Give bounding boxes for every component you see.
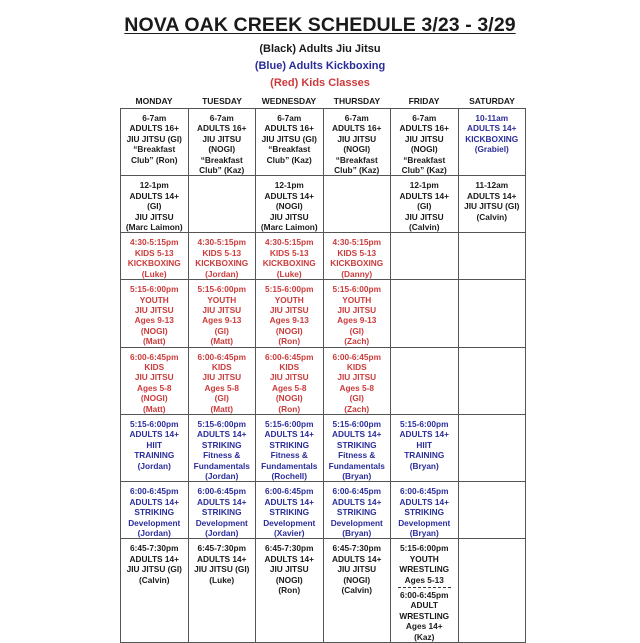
- class-text-line: (NOGI): [140, 393, 168, 404]
- class-text-line: JIU JITSU (GI): [126, 564, 182, 575]
- class-text-line: (GI): [349, 393, 364, 404]
- class-text-line: 4:30-5:15pm: [265, 237, 314, 248]
- class-cell-saturday: [458, 539, 526, 643]
- class-text-line: 5:15-6:00pm: [130, 418, 179, 429]
- class-text-line: KIDS: [279, 361, 300, 372]
- class-cell-monday: [121, 539, 189, 643]
- class-text-line: 10-11am: [475, 113, 509, 123]
- legend-adults-kickboxing: (Blue) Adults Kickboxing: [254, 60, 386, 72]
- class-text-line: KIDS 5-13: [134, 247, 174, 258]
- class-text-line: ADULTS 16+: [399, 123, 449, 134]
- class-text-line: YOUTH: [207, 294, 237, 305]
- schedule-row: [121, 280, 526, 347]
- class-text-line: Ages 5-13: [404, 574, 444, 585]
- class-cell-friday: [391, 176, 459, 233]
- schedule-row: [121, 233, 526, 280]
- schedule-table: [120, 108, 526, 643]
- class-cell-saturday: [458, 482, 526, 539]
- class-text-line: 5:15-6:00pm: [197, 284, 246, 295]
- class-text-line: KICKBOXING: [262, 258, 316, 269]
- class-text-line: ADULTS 14+: [129, 190, 179, 201]
- class-text-line: 5:15-6:00pm: [400, 418, 449, 429]
- class-text-line: Club” (Kaz): [266, 154, 312, 165]
- class-text-line: 6-7am: [277, 113, 302, 123]
- class-text-line: JIU JITSU: [337, 372, 377, 383]
- class-cell-friday: [391, 482, 459, 539]
- class-text-line: KIDS: [346, 361, 367, 372]
- class-text-line: HIIT: [416, 439, 433, 450]
- class-cell-saturday: [458, 414, 526, 481]
- class-cell-thursday: [323, 414, 391, 481]
- class-cell-wednesday: [256, 233, 324, 280]
- day-header-saturday: SATURDAY: [469, 96, 515, 106]
- class-text-line: “Breakfast: [403, 154, 446, 165]
- class-text-line: 5:15-6:00pm: [197, 418, 246, 429]
- class-text-line: (Ron): [278, 585, 301, 596]
- class-text-line: JIU JITSU (GI): [261, 133, 317, 144]
- class-text-line: (Marc Laimon): [260, 222, 318, 233]
- class-text-line: (GI): [349, 325, 364, 336]
- class-text-line: Development: [398, 517, 451, 528]
- class-text-line: YOUTH: [409, 553, 439, 564]
- class-text-line: JIU JITSU: [269, 304, 309, 315]
- class-text-line: (Matt): [142, 336, 166, 347]
- class-text-line: (Jordan): [205, 471, 239, 481]
- class-text-line: (Kaz): [414, 631, 435, 642]
- class-cell-tuesday: [188, 109, 256, 176]
- class-text-line: 12-1pm: [274, 180, 304, 191]
- class-text-line: 6:45-7:30pm: [197, 543, 246, 554]
- class-text-line: (Luke): [141, 268, 167, 279]
- class-text-line: ADULTS 14+: [467, 190, 517, 201]
- class-text-line: KIDS 5-13: [202, 247, 242, 258]
- class-cell-wednesday: [256, 109, 324, 176]
- class-text-line: 5:15-6:00pm: [400, 543, 449, 554]
- class-text-line: 4:30-5:15pm: [130, 237, 179, 248]
- class-text-line: Development: [263, 517, 316, 528]
- schedule-row: [121, 347, 526, 414]
- class-text-line: Fundamentals: [328, 460, 385, 471]
- class-text-line: 4:30-5:15pm: [332, 237, 381, 248]
- class-text-line: KIDS 5-13: [337, 247, 377, 258]
- class-text-line: ADULTS 16+: [197, 123, 247, 134]
- class-text-line: ADULTS 14+: [129, 553, 179, 564]
- class-cell-wednesday: [256, 280, 324, 347]
- class-cell-wednesday: [256, 414, 324, 481]
- class-text-line: ADULTS 14+: [399, 496, 449, 507]
- class-text-line: KIDS 5-13: [269, 247, 309, 258]
- class-cell-thursday: [323, 109, 391, 176]
- schedule-row: [121, 109, 526, 176]
- class-text-line: (Luke): [209, 574, 235, 585]
- class-text-line: JIU JITSU: [269, 211, 309, 222]
- class-text-line: Development: [195, 517, 248, 528]
- class-text-line: Fitness &: [270, 450, 308, 461]
- class-text-line: KICKBOXING: [465, 133, 519, 144]
- class-text-line: KICKBOXING: [127, 258, 181, 269]
- class-cell-saturday: [458, 347, 526, 414]
- schedule-title: NOVA OAK CREEK SCHEDULE 3/23 - 3/29: [124, 14, 516, 36]
- class-text-line: ADULT: [410, 600, 438, 611]
- class-text-line: KIDS: [144, 361, 165, 372]
- class-text-line: Fitness &: [338, 450, 376, 461]
- class-text-line: 12-1pm: [409, 180, 439, 191]
- class-text-line: (Matt): [210, 336, 234, 347]
- class-cell-thursday: [323, 233, 391, 280]
- class-text-line: 6:00-6:45pm: [332, 486, 381, 497]
- class-cell-tuesday: [188, 280, 256, 347]
- class-text-line: (Calvin): [409, 222, 440, 233]
- class-cell-thursday: [323, 539, 391, 643]
- class-text-line: 6-7am: [209, 113, 234, 123]
- class-text-line: (Bryan): [342, 471, 372, 481]
- class-text-line: KICKBOXING: [195, 258, 249, 269]
- class-cell-monday: [121, 233, 189, 280]
- class-text-line: YOUTH: [342, 294, 372, 305]
- class-text-line: 6:00-6:45pm: [332, 351, 381, 362]
- class-cell-friday: [391, 414, 459, 481]
- class-cell-tuesday: [188, 347, 256, 414]
- day-header-tuesday: TUESDAY: [202, 96, 242, 106]
- class-text-line: ADULTS 14+: [332, 553, 382, 564]
- day-header-thursday: THURSDAY: [333, 96, 381, 106]
- class-text-line: (Marc Laimon): [125, 222, 183, 233]
- class-text-line: (NOGI): [343, 144, 371, 155]
- class-text-line: YOUTH: [139, 294, 169, 305]
- class-text-line: WRESTLING: [399, 610, 450, 621]
- class-text-line: ADULTS 14+: [332, 496, 382, 507]
- class-text-line: ADULTS 16+: [129, 123, 179, 134]
- class-text-line: KIDS: [211, 361, 232, 372]
- class-cell-saturday: [458, 176, 526, 233]
- class-text-line: (Luke): [276, 268, 302, 279]
- class-text-line: 4:30-5:15pm: [197, 237, 246, 248]
- class-text-line: ADULTS 14+: [264, 429, 314, 440]
- class-text-line: 5:15-6:00pm: [265, 418, 314, 429]
- class-text-line: (NOGI): [343, 574, 371, 585]
- class-text-line: JIU JITSU: [202, 372, 242, 383]
- class-text-line: JIU JITSU: [134, 372, 174, 383]
- class-cell-wednesday: [256, 482, 324, 539]
- class-text-line: JIU JITSU: [134, 304, 174, 315]
- class-text-line: STRIKING: [134, 507, 175, 518]
- class-cell-monday: [121, 176, 189, 233]
- class-text-line: Ages 9-13: [134, 315, 174, 326]
- class-text-line: (GI): [214, 325, 229, 336]
- class-text-line: 6:00-6:45pm: [400, 590, 449, 601]
- class-text-line: JIU JITSU: [202, 133, 242, 144]
- class-cell-monday: [121, 482, 189, 539]
- class-text-line: Club” (Kaz): [199, 165, 245, 176]
- class-text-line: (Calvin): [139, 574, 170, 585]
- class-text-line: STRIKING: [269, 439, 310, 450]
- class-text-line: “Breakfast: [268, 144, 311, 155]
- class-text-line: STRIKING: [336, 439, 377, 450]
- class-text-line: 5:15-6:00pm: [332, 418, 381, 429]
- class-text-line: “Breakfast: [335, 154, 378, 165]
- class-text-line: Club” (Kaz): [334, 165, 380, 176]
- class-text-line: Ages 5-8: [136, 382, 172, 393]
- class-text-line: (Matt): [210, 403, 234, 414]
- class-text-line: JIU JITSU: [134, 211, 174, 222]
- class-text-line: JIU JITSU: [404, 133, 444, 144]
- class-text-line: Club” (Ron): [130, 154, 178, 165]
- class-text-line: 6:00-6:45pm: [130, 351, 179, 362]
- class-text-line: WRESTLING: [399, 564, 450, 575]
- class-text-line: ADULTS 14+: [264, 496, 314, 507]
- class-text-line: 5:15-6:00pm: [130, 284, 179, 295]
- class-text-line: (Jordan): [205, 528, 239, 539]
- class-text-line: Fundamentals: [261, 460, 318, 471]
- schedule-row: [121, 482, 526, 539]
- schedule-body: [121, 109, 526, 643]
- class-text-line: 11-12am: [475, 180, 509, 191]
- class-text-line: Ages 5-8: [339, 382, 375, 393]
- class-text-line: 12-1pm: [139, 180, 169, 191]
- schedule-row: [121, 539, 526, 643]
- class-cell-tuesday: [188, 176, 256, 233]
- class-cell-friday: [391, 109, 459, 176]
- class-text-line: 6-7am: [344, 113, 369, 123]
- class-cell-thursday: [323, 347, 391, 414]
- class-text-line: JIU JITSU (GI): [126, 133, 182, 144]
- class-text-line: Development: [330, 517, 383, 528]
- class-text-line: ADULTS 16+: [332, 123, 382, 134]
- schedule-row: [121, 414, 526, 481]
- class-text-line: JIU JITSU (GI): [464, 201, 520, 212]
- class-text-line: (Jordan): [205, 268, 239, 279]
- class-text-line: Club” (Kaz): [401, 165, 447, 176]
- class-text-line: (NOGI): [208, 144, 236, 155]
- class-text-line: JIU JITSU (GI): [194, 564, 250, 575]
- class-text-line: (Calvin): [476, 211, 507, 222]
- class-text-line: JIU JITSU: [337, 133, 377, 144]
- class-cell-monday: [121, 109, 189, 176]
- class-text-line: ADULTS 14+: [197, 429, 247, 440]
- class-cell-tuesday: [188, 539, 256, 643]
- class-cell-saturday: [458, 280, 526, 347]
- class-text-line: ADULTS 14+: [264, 553, 314, 564]
- class-text-line: Ages 5-8: [271, 382, 307, 393]
- class-text-line: (GI): [147, 201, 162, 212]
- class-text-line: 6:00-6:45pm: [197, 351, 246, 362]
- class-text-line: (Bryan): [409, 460, 439, 471]
- class-text-line: (Jordan): [137, 528, 171, 539]
- class-cell-thursday: [323, 176, 391, 233]
- class-text-line: 6-7am: [142, 113, 167, 123]
- class-text-line: Fundamentals: [193, 460, 250, 471]
- class-cell-friday: [391, 280, 459, 347]
- class-text-line: Ages 5-8: [204, 382, 240, 393]
- class-text-line: (Grabiel): [474, 144, 509, 155]
- day-header-friday: FRIDAY: [408, 96, 440, 106]
- class-text-line: ADULTS 14+: [129, 496, 179, 507]
- class-text-line: (Zach): [344, 336, 370, 347]
- class-cell-monday: [121, 347, 189, 414]
- class-text-line: ADULTS 14+: [467, 123, 517, 134]
- class-text-line: STRIKING: [404, 507, 445, 518]
- class-text-line: STRIKING: [201, 439, 242, 450]
- class-text-line: “Breakfast: [133, 144, 176, 155]
- class-text-line: 5:15-6:00pm: [265, 284, 314, 295]
- class-text-line: JIU JITSU: [404, 211, 444, 222]
- class-text-line: ADULTS 16+: [264, 123, 314, 134]
- class-text-line: 6:00-6:45pm: [197, 486, 246, 497]
- class-text-line: Ages 9-13: [269, 315, 309, 326]
- class-text-line: 6:00-6:45pm: [265, 486, 314, 497]
- class-text-line: JIU JITSU: [337, 304, 377, 315]
- class-text-line: ADULTS 14+: [197, 553, 247, 564]
- class-text-line: (Xavier): [274, 528, 305, 539]
- class-text-line: (NOGI): [275, 325, 303, 336]
- class-text-line: (NOGI): [275, 393, 303, 404]
- class-text-line: 5:15-6:00pm: [332, 284, 381, 295]
- class-text-line: JIU JITSU: [337, 564, 377, 575]
- class-text-line: JIU JITSU: [269, 372, 309, 383]
- cell-divider: [398, 587, 451, 588]
- class-text-line: (GI): [417, 201, 432, 212]
- class-text-line: (GI): [214, 393, 229, 404]
- class-text-line: STRIKING: [336, 507, 377, 518]
- class-text-line: (NOGI): [410, 144, 438, 155]
- class-text-line: (NOGI): [275, 574, 303, 585]
- class-text-line: (Ron): [278, 403, 301, 414]
- class-text-line: Ages 9-13: [202, 315, 242, 326]
- class-text-line: TRAINING: [134, 450, 175, 461]
- class-cell-tuesday: [188, 414, 256, 481]
- class-cell-tuesday: [188, 482, 256, 539]
- class-text-line: (Bryan): [409, 528, 439, 539]
- class-cell-monday: [121, 280, 189, 347]
- class-text-line: 6:45-7:30pm: [130, 543, 179, 554]
- class-text-line: (Danny): [341, 268, 373, 279]
- class-text-line: (Rochell): [271, 471, 307, 481]
- class-text-line: YOUTH: [274, 294, 304, 305]
- day-header-monday: MONDAY: [135, 96, 173, 106]
- class-text-line: Development: [128, 517, 181, 528]
- class-text-line: (Ron): [278, 336, 301, 347]
- class-text-line: ADULTS 14+: [264, 190, 314, 201]
- class-text-line: (Calvin): [341, 585, 372, 596]
- class-text-line: (NOGI): [140, 325, 168, 336]
- class-text-line: ADULTS 14+: [399, 429, 449, 440]
- schedule-row: [121, 176, 526, 233]
- class-text-line: (Zach): [344, 403, 370, 414]
- class-text-line: 6:00-6:45pm: [130, 486, 179, 497]
- class-cell-saturday: [458, 233, 526, 280]
- class-cell-wednesday: [256, 176, 324, 233]
- class-text-line: ADULTS 14+: [129, 429, 179, 440]
- class-cell-tuesday: [188, 233, 256, 280]
- class-cell-wednesday: [256, 347, 324, 414]
- class-text-line: 6:00-6:45pm: [265, 351, 314, 362]
- class-text-line: Ages 9-13: [337, 315, 377, 326]
- class-text-line: ADULTS 14+: [399, 190, 449, 201]
- class-cell-wednesday: [256, 539, 324, 643]
- class-text-line: (Jordan): [137, 460, 171, 471]
- class-cell-monday: [121, 414, 189, 481]
- class-text-line: 6:45-7:30pm: [332, 543, 381, 554]
- class-text-line: 6:45-7:30pm: [265, 543, 314, 554]
- legend-kids-classes: (Red) Kids Classes: [270, 77, 370, 89]
- class-text-line: STRIKING: [269, 507, 310, 518]
- class-text-line: (Matt): [142, 403, 166, 414]
- class-text-line: 6:00-6:45pm: [400, 486, 449, 497]
- class-cell-friday: [391, 539, 459, 643]
- class-text-line: KICKBOXING: [330, 258, 384, 269]
- class-text-line: TRAINING: [404, 450, 445, 461]
- class-text-line: (NOGI): [275, 201, 303, 212]
- class-text-line: STRIKING: [201, 507, 242, 518]
- class-text-line: (Bryan): [342, 528, 372, 539]
- class-text-line: Ages 14+: [405, 621, 443, 632]
- class-cell-thursday: [323, 482, 391, 539]
- day-header-wednesday: WEDNESDAY: [261, 96, 317, 106]
- class-text-line: Fitness &: [203, 450, 241, 461]
- class-text-line: “Breakfast: [200, 154, 243, 165]
- class-cell-friday: [391, 347, 459, 414]
- class-text-line: 6-7am: [412, 113, 437, 123]
- class-text-line: ADULTS 14+: [197, 496, 247, 507]
- class-cell-friday: [391, 233, 459, 280]
- class-text-line: JIU JITSU: [269, 564, 309, 575]
- class-text-line: HIIT: [146, 439, 163, 450]
- class-text-line: ADULTS 14+: [332, 429, 382, 440]
- class-text-line: JIU JITSU: [202, 304, 242, 315]
- class-cell-saturday: [458, 109, 526, 176]
- class-cell-thursday: [323, 280, 391, 347]
- legend-adults-jiu-jitsu: (Black) Adults Jiu Jitsu: [259, 43, 381, 55]
